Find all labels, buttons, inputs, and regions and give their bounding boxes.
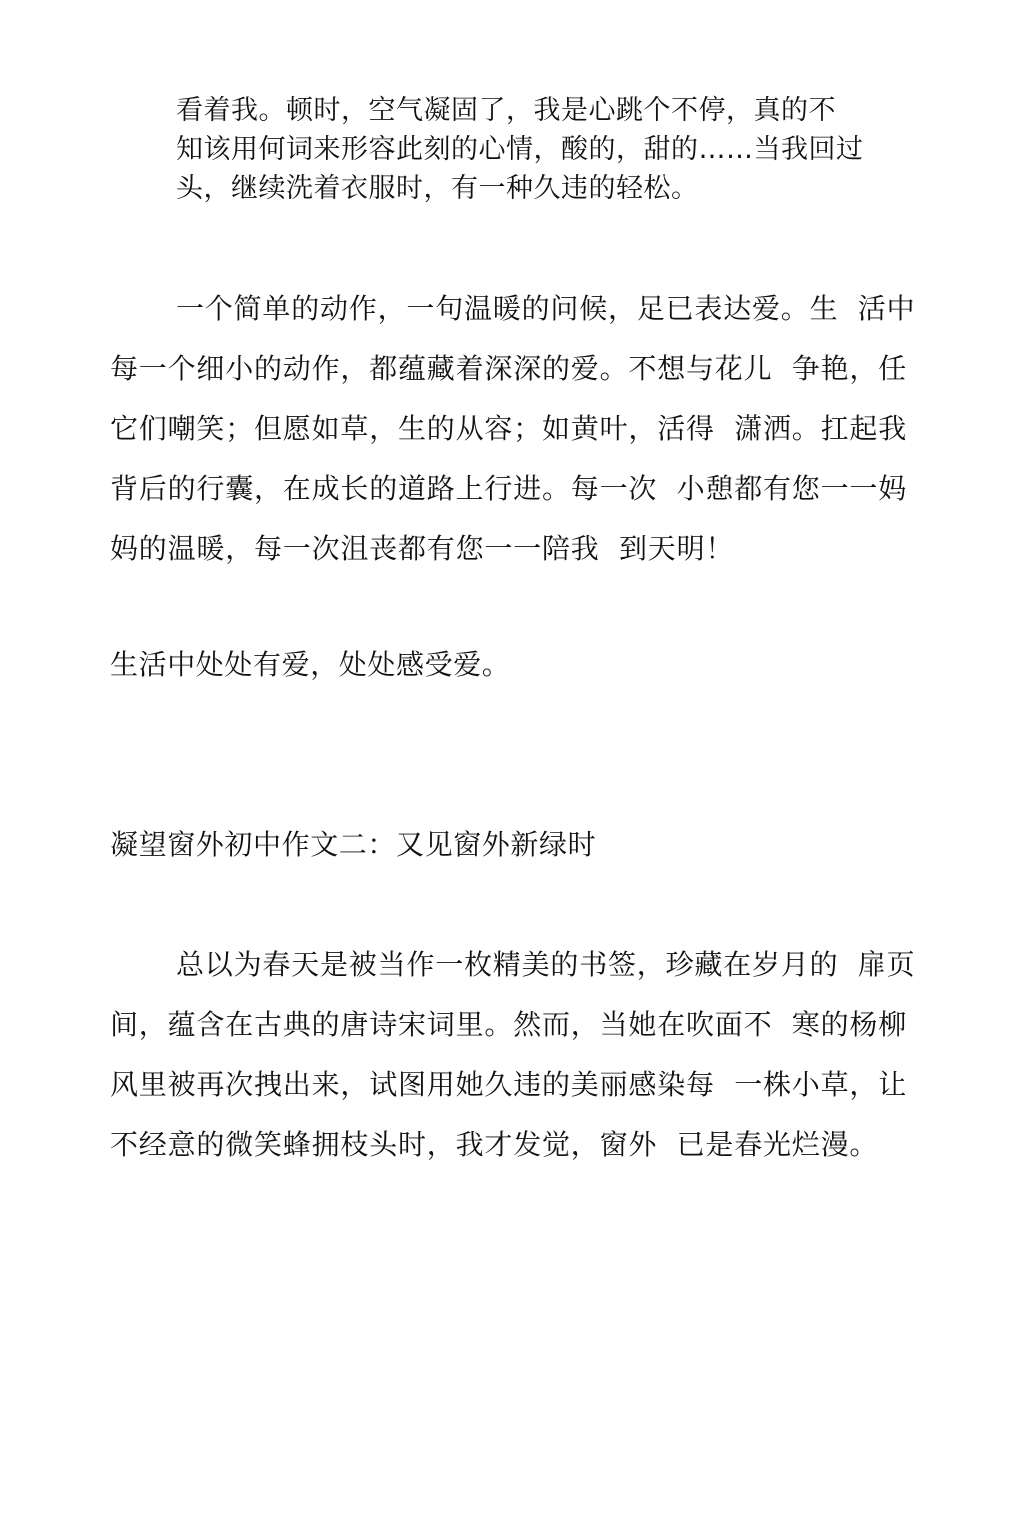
text-line: 每一个细小的动作，都蕴藏着深深的爱。不想与花儿 争艳，任 (110, 352, 908, 385)
text-line: 风里被再次拽出来，试图用她久违的美丽感染每 一株小草，让 (110, 1068, 908, 1101)
text-line: 背后的行囊，在成长的道路上行进。每一次 小憩都有您一一妈 (110, 472, 908, 505)
text-line: 妈的温暖，每一次沮丧都有您一一陪我 到天明！ (110, 532, 735, 565)
text-line: 头，继续洗着衣服时，有一种久违的轻松。 (176, 173, 699, 204)
text-line: 总以为春天是被当作一枚精美的书签，珍藏在岁月的 扉页 (176, 948, 916, 981)
text-line: 生活中处处有爱，处处感受爱。 (110, 648, 511, 681)
text-line: 间，蕴含在古典的唐诗宋词里。然而，当她在吹面不 寒的杨柳 (110, 1008, 908, 1041)
text-line: 它们嘲笑；但愿如草，生的从容；如黄叶，活得 潇洒。扛起我 (110, 412, 908, 445)
text-line: 一个简单的动作，一句温暖的问候，足已表达爱。生 活中 (176, 292, 916, 325)
text-line: 不经意的微笑蜂拥枝头时，我才发觉，窗外 已是春光烂漫。 (110, 1128, 879, 1161)
text-line: 看着我。顿时，空气凝固了，我是心跳个不停，真的不 (176, 95, 836, 126)
text-line: 知该用何词来形容此刻的心情，酸的，甜的……当我回过 (176, 134, 864, 165)
heading-text: 凝望窗外初中作文二：又见窗外新绿时 (110, 828, 597, 861)
